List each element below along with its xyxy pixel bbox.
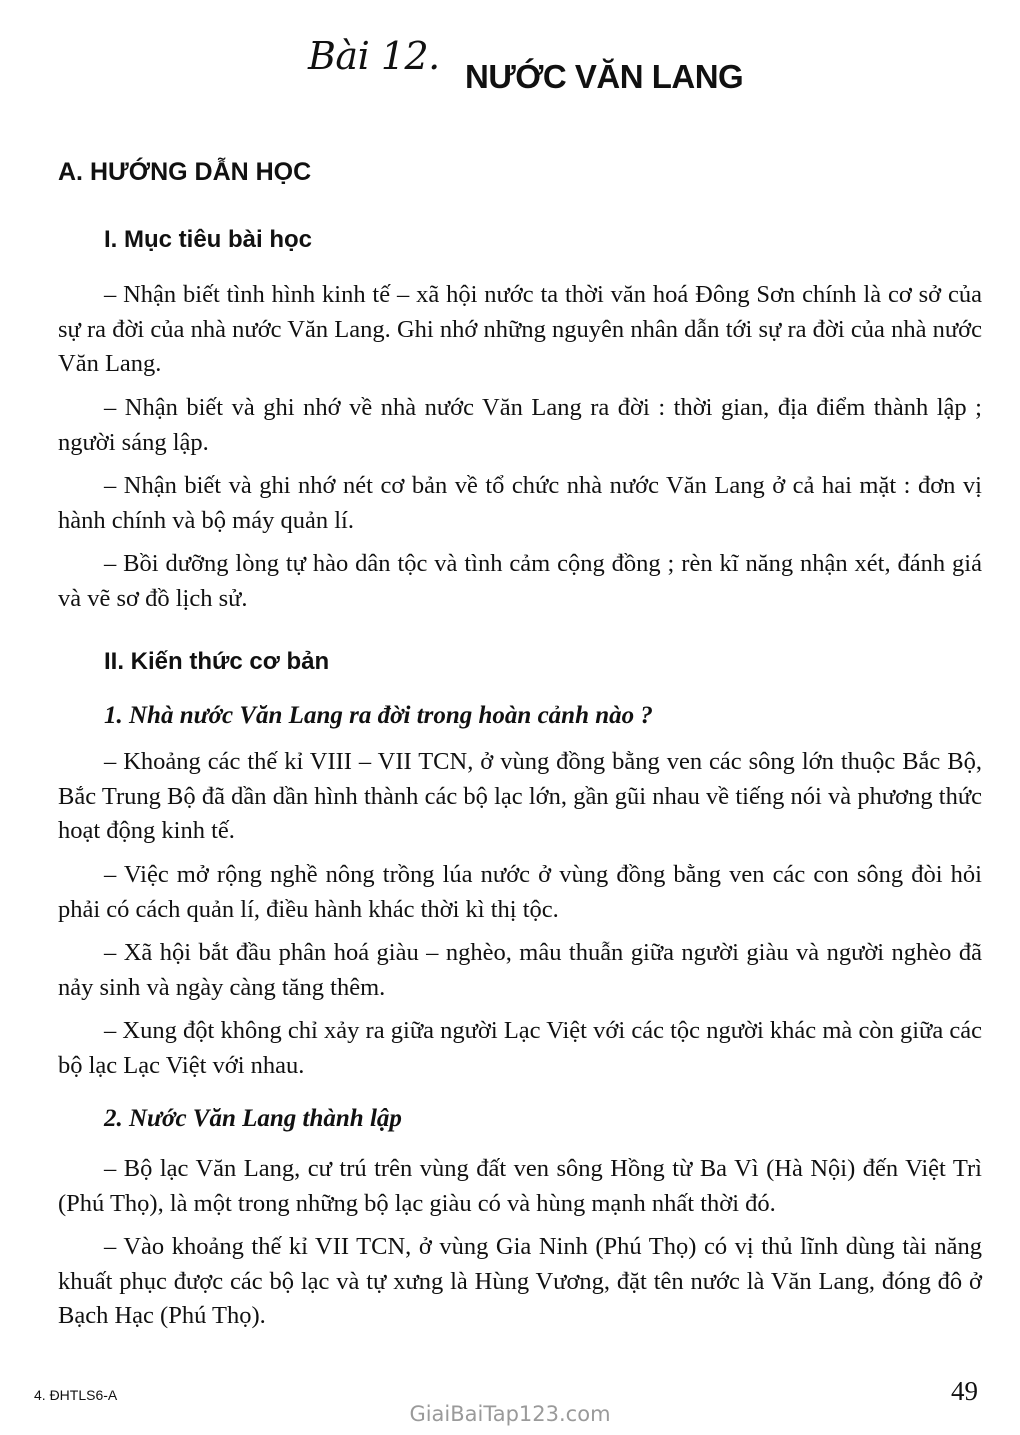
topic2-heading: 2. Nước Văn Lang thành lập bbox=[104, 1105, 402, 1132]
objectives-title: I. Mục tiêu bài học bbox=[104, 226, 313, 253]
topic1-item-3: – Xã hội bắt đầu phân hoá giàu – nghèo, mâu thuẫn giữa người giàu và người nghèo đã nảy sinh và ngày càng tăng thêm. bbox=[58, 939, 982, 1001]
objective-item-3: – Nhận biết và ghi nhớ nét cơ bản về tổ chức nhà nước Văn Lang ở cả hai mặt : đơn vị hành chính và bộ máy quản lí. bbox=[58, 472, 982, 534]
topic1-item-1: – Khoảng các thế kỉ VIII – VII TCN, ở vùng đồng bằng ven các sông lớn thuộc Bắc Bộ, Bắc Trung Bộ đã dần dần hình thành các bộ lạc lớn, gần gũi nhau về tiếng nói và phương thức hoạt động kinh tế. bbox=[58, 748, 982, 844]
lesson-title: NƯỚC VĂN LANG bbox=[465, 58, 744, 95]
page-number: 49 bbox=[951, 1376, 978, 1406]
basics-title: II. Kiến thức cơ bản bbox=[104, 648, 330, 675]
topic1-heading: 1. Nhà nước Văn Lang ra đời trong hoàn cảnh nào ? bbox=[104, 702, 653, 729]
topic1-item-2: – Việc mở rộng nghề nông trồng lúa nước ở vùng đồng bằng ven các con sông đòi hỏi phải có cách quản lí, điều hành khác thời kì thị tộc. bbox=[58, 861, 982, 923]
section-a-title: A. HƯỚNG DẪN HỌC bbox=[58, 158, 312, 186]
objective-item-2: – Nhận biết và ghi nhớ về nhà nước Văn Lang ra đời : thời gian, địa điểm thành lập ; người sáng lập. bbox=[58, 394, 982, 456]
objective-item-1: – Nhận biết tình hình kinh tế – xã hội nước ta thời văn hoá Đông Sơn chính là cơ sở của sự ra đời của nhà nước Văn Lang. Ghi nhớ những nguyên nhân dẫn tới sự ra đời của nhà nước Văn Lang. bbox=[58, 281, 982, 377]
lesson-number: Bài 12. bbox=[308, 34, 440, 78]
topic2-item-2: – Vào khoảng thế kỉ VII TCN, ở vùng Gia Ninh (Phú Thọ) có vị thủ lĩnh dùng tài năng khuất phục được các bộ lạc và tự xưng là Hùng Vương, đặt tên nước là Văn Lang, đóng đô ở Bạch Hạc (Phú Thọ). bbox=[58, 1233, 982, 1329]
topic1-item-4: – Xung đột không chỉ xảy ra giữa người Lạc Việt với các tộc người khác mà còn giữa các bộ lạc Lạc Việt với nhau. bbox=[58, 1017, 982, 1079]
topic2-item-1: – Bộ lạc Văn Lang, cư trú trên vùng đất ven sông Hồng từ Ba Vì (Hà Nội) đến Việt Trì (Phú Thọ), là một trong những bộ lạc giàu có và hùng mạnh nhất thời đó. bbox=[58, 1155, 982, 1217]
watermark: GiaiBaiTap123.com bbox=[409, 1402, 611, 1426]
footer-code: 4. ĐHTLS6-A bbox=[34, 1387, 118, 1403]
objective-item-4: – Bồi dưỡng lòng tự hào dân tộc và tình cảm cộng đồng ; rèn kĩ năng nhận xét, đánh giá và vẽ sơ đồ lịch sử. bbox=[58, 550, 982, 612]
